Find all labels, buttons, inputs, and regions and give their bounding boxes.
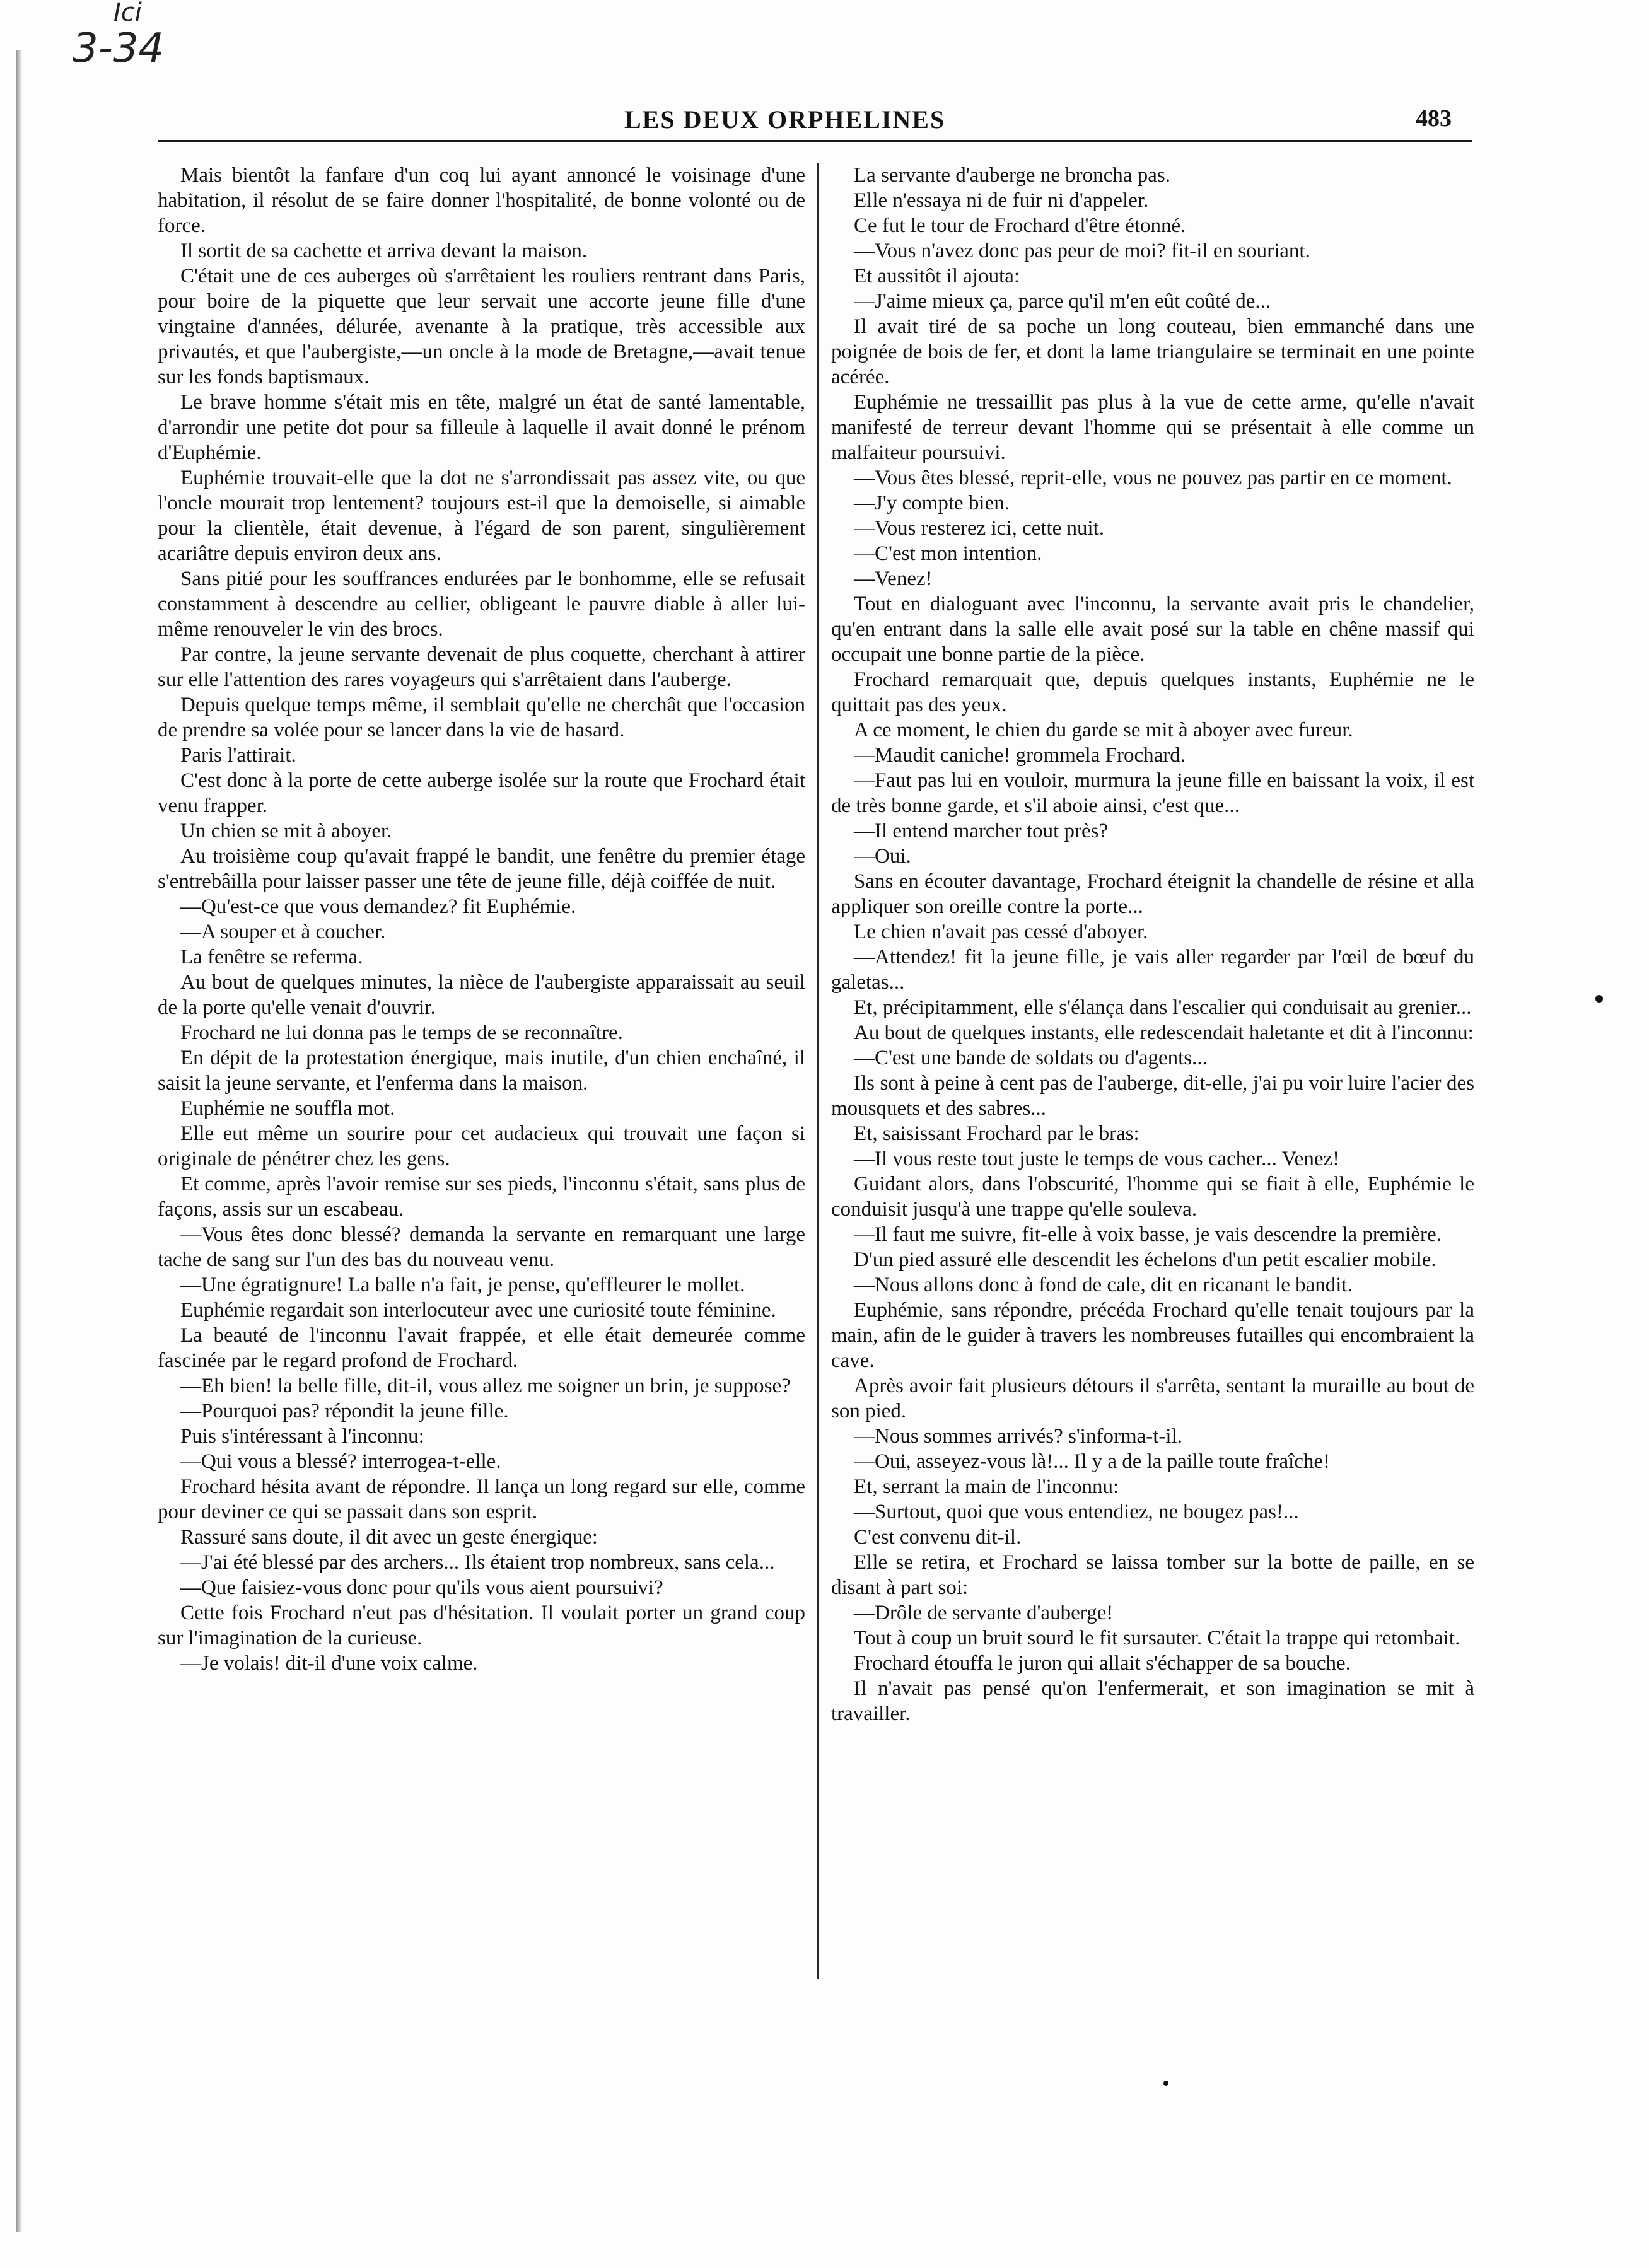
paragraph: Frochard ne lui donna pas le temps de se reconnaître. — [180, 1021, 623, 1044]
handwritten-note: 3-34 — [73, 25, 165, 72]
paragraph: —Vous n'avez donc pas peur de moi? fit-il en souriant. — [854, 240, 1310, 262]
paragraph: Le brave homme s'était mis en tête, malgré un état de santé lamentable, d'arrondir une petite dot pour sa filleule à laquelle il avait donné le prénom d'Euphémie. — [158, 391, 805, 464]
paragraph: Frochard hésita avant de répondre. Il lança un long regard sur elle, comme pour deviner ce qui se passait dans son esprit. — [158, 1475, 805, 1523]
paragraph: —Maudit caniche! grommela Frochard. — [854, 744, 1186, 767]
paragraph: —J'ai été blessé par des archers... Ils étaient trop nombreux, sans cela... — [180, 1551, 775, 1574]
handwritten-mark: Ici — [114, 0, 142, 27]
paragraph: Un chien se mit à aboyer. — [180, 820, 392, 842]
paragraph: —Vous êtes donc blessé? demanda la servante en remarquant une large tache de sang sur l'un des bas du nouveau venu. — [158, 1223, 805, 1271]
paragraph: —Pourquoi pas? répondit la jeune fille. — [180, 1400, 509, 1422]
paragraph: Euphémie ne souffla mot. — [180, 1097, 395, 1120]
paragraph: Guidant alors, dans l'obscurité, l'homme qui se fiait à elle, Euphémie le conduisit jusqu'à une trappe qu'elle souleva. — [831, 1173, 1474, 1221]
paragraph: Euphémie ne tressaillit pas plus à la vue de cette arme, qu'elle n'avait manifesté de terreur devant l'homme qui se présentait à elle comme un malfaiteur poursuivi. — [831, 391, 1474, 464]
paragraph: —Vous resterez ici, cette nuit. — [854, 517, 1105, 540]
paragraph: —C'est mon intention. — [854, 542, 1042, 565]
paragraph: Puis s'intéressant à l'inconnu: — [180, 1425, 424, 1448]
paragraph: Rassuré sans doute, il dit avec un geste énergique: — [180, 1526, 598, 1549]
paragraph: Ce fut le tour de Frochard d'être étonné. — [854, 214, 1186, 237]
paragraph: Après avoir fait plusieurs détours il s'arrêta, sentant la muraille au bout de son pied. — [831, 1375, 1474, 1422]
paragraph: —Eh bien! la belle fille, dit-il, vous allez me soigner un brin, je suppose? — [180, 1375, 791, 1397]
paragraph: D'un pied assuré elle descendit les échelons d'un petit escalier mobile. — [854, 1248, 1436, 1271]
running-title: LES DEUX ORPHELINES — [624, 105, 946, 134]
paragraph: Sans pitié pour les souffrances endurées par le bonhomme, elle se refusait constamment à descendre au cellier, obligeant le pauvre diable à aller lui-même renouveler le vin des brocs. — [158, 567, 805, 641]
right-column — [831, 163, 1474, 1726]
paragraph: Par contre, la jeune servante devenait de plus coquette, cherchant à attirer sur elle l'attention des rares voyageurs qui s'arrêtaient dans l'auberge. — [158, 643, 805, 691]
paragraph: —Qu'est-ce que vous demandez? fit Euphémie. — [180, 895, 576, 918]
paragraph: Il sortit de sa cachette et arriva devant la maison. — [180, 240, 588, 262]
paragraph: Au bout de quelques instants, elle redescendait haletante et dit à l'inconnu: — [854, 1021, 1474, 1044]
paragraph: —Il faut me suivre, fit-elle à voix basse, je vais descendre la première. — [854, 1223, 1442, 1246]
paragraph: —Oui. — [854, 845, 911, 868]
paragraph: Et, saisissant Frochard par le bras: — [854, 1122, 1139, 1145]
paragraph: —Attendez! fit la jeune fille, je vais aller regarder par l'œil de bœuf du galetas... — [831, 946, 1474, 994]
paragraph: —Nous allons donc à fond de cale, dit en ricanant le bandit. — [854, 1274, 1353, 1296]
paragraph: —Qui vous a blessé? interrogea-t-elle. — [180, 1450, 501, 1473]
paragraph: Elle se retira, et Frochard se laissa tomber sur la botte de paille, en se disant à part soi: — [831, 1551, 1474, 1599]
paragraph: Tout en dialoguant avec l'inconnu, la servante avait pris le chandelier, qu'en entrant dans la salle elle avait posé sur la table en chêne massif qui occupait une bonne partie de la pièce. — [831, 593, 1474, 666]
paragraph: Euphémie, sans répondre, précéda Frochard qu'elle tenait toujours par la main, afin de le guider à travers les nombreuses futailles qui encombraient la cave. — [831, 1299, 1474, 1372]
paragraph: —Que faisiez-vous donc pour qu'ils vous aient poursuivi? — [180, 1576, 663, 1599]
paragraph: —J'y compte bien. — [854, 492, 1010, 515]
paragraph: Et, serrant la main de l'inconnu: — [854, 1475, 1119, 1498]
paragraph: La fenêtre se referma. — [180, 946, 363, 968]
paragraph: Au bout de quelques minutes, la nièce de l'aubergiste apparaissait au seuil de la porte qu'elle venait d'ouvrir. — [158, 971, 805, 1019]
paragraph: Et, précipitamment, elle s'élança dans l'escalier qui conduisait au grenier... — [854, 996, 1472, 1019]
paragraph: —Surtout, quoi que vous entendiez, ne bougez pas!... — [854, 1501, 1299, 1523]
paragraph: Frochard remarquait que, depuis quelques instants, Euphémie ne le quittait pas des yeux. — [831, 668, 1474, 716]
paragraph: Depuis quelque temps même, il semblait qu'elle ne cherchât que l'occasion de prendre sa volée pour se lancer dans la vie de hasard. — [158, 694, 805, 741]
paragraph: C'était une de ces auberges où s'arrêtaient les rouliers rentrant dans Paris, pour boire de la piquette que leur servait une accorte jeune fille d'une vingtaine d'années, délurée, avenante à la pratique, très accessible aux privautés, et que l'aubergiste,—un oncle à la mode de Bretagne,—avait tenue sur les fonds baptismaux. — [158, 265, 805, 388]
paragraph: —C'est une bande de soldats ou d'agents... — [854, 1047, 1208, 1069]
paragraph: —J'aime mieux ça, parce qu'il m'en eût coûté de... — [854, 290, 1271, 313]
paragraph: La servante d'auberge ne broncha pas. — [854, 164, 1170, 187]
paragraph: En dépit de la protestation énergique, mais inutile, d'un chien enchaîné, il saisit la jeune servante, et l'enferma dans la maison. — [158, 1047, 805, 1095]
header-rule — [158, 140, 1472, 142]
paragraph: Sans en écouter davantage, Frochard éteignit la chandelle de résine et alla appliquer son oreille contre la porte... — [831, 870, 1474, 918]
paragraph: Et comme, après l'avoir remise sur ses pieds, l'inconnu s'était, sans plus de façons, assis sur un escabeau. — [158, 1173, 805, 1221]
paragraph: Paris l'attirait. — [180, 744, 296, 767]
column-divider — [817, 163, 819, 1979]
paragraph: C'est convenu dit-il. — [854, 1526, 1022, 1549]
ink-speck — [1163, 2081, 1168, 2086]
paragraph: La beauté de l'inconnu l'avait frappée, et elle était demeurée comme fascinée par le regard profond de Frochard. — [158, 1324, 805, 1372]
ink-speck — [1595, 995, 1603, 1003]
paragraph: Au troisième coup qu'avait frappé le bandit, une fenêtre du premier étage s'entrebâilla pour laisser passer une tête de jeune fille, déjà coiffée de nuit. — [158, 845, 805, 893]
binding-edge — [16, 50, 22, 2232]
paragraph: —Une égratignure! La balle n'a fait, je pense, qu'effleurer le mollet. — [180, 1274, 745, 1296]
paragraph: A ce moment, le chien du garde se mit à aboyer avec fureur. — [854, 719, 1353, 741]
paragraph: —Vous êtes blessé, reprit-elle, vous ne pouvez pas partir en ce moment. — [854, 467, 1452, 489]
paragraph: Le chien n'avait pas cessé d'aboyer. — [854, 921, 1148, 943]
paragraph: —Il vous reste tout juste le temps de vous cacher... Venez! — [854, 1148, 1340, 1170]
paragraph: Tout à coup un bruit sourd le fit sursauter. C'était la trappe qui retombait. — [854, 1627, 1460, 1649]
paragraph: Euphémie regardait son interlocuteur avec une curiosité toute féminine. — [180, 1299, 776, 1322]
paragraph: —Drôle de servante d'auberge! — [854, 1602, 1114, 1624]
paragraph: C'est donc à la porte de cette auberge isolée sur la route que Frochard était venu frapper. — [158, 769, 805, 817]
page-header — [158, 105, 1482, 142]
paragraph: —Oui, asseyez-vous là!... Il y a de la paille toute fraîche! — [854, 1450, 1331, 1473]
paragraph: Il n'avait pas pensé qu'on l'enfermerait, et son imagination se mit à travailler. — [831, 1677, 1474, 1725]
paragraph: Il avait tiré de sa poche un long couteau, bien emmanché dans une poignée de bois de fer, et dont la lame triangulaire se terminait en une pointe acérée. — [831, 315, 1474, 388]
paragraph: Frochard étouffa le juron qui allait s'échapper de sa bouche. — [854, 1652, 1351, 1675]
paragraph: —A souper et à coucher. — [180, 921, 386, 943]
paragraph: —Faut pas lui en vouloir, murmura la jeune fille en baissant la voix, il est de très bonne garde, et s'il aboie ainsi, c'est que... — [831, 769, 1474, 817]
paragraph: Elle eut même un sourire pour cet audacieux qui trouvait une façon si originale de pénétrer chez les gens. — [158, 1122, 805, 1170]
paragraph: Cette fois Frochard n'eut pas d'hésitation. Il voulait porter un grand coup sur l'imagination de la curieuse. — [158, 1602, 805, 1649]
paragraph: Ils sont à peine à cent pas de l'auberge, dit-elle, j'ai pu voir luire l'acier des mousquets et des sabres... — [831, 1072, 1474, 1120]
paragraph: —Je volais! dit-il d'une voix calme. — [180, 1652, 478, 1675]
paragraph: —Venez! — [854, 567, 933, 590]
paragraph: Elle n'essaya ni de fuir ni d'appeler. — [854, 189, 1149, 212]
left-column — [158, 163, 805, 1676]
paragraph: Et aussitôt il ajouta: — [854, 265, 1020, 288]
paragraph: —Nous sommes arrivés? s'informa-t-il. — [854, 1425, 1183, 1448]
paragraph: Euphémie trouvait-elle que la dot ne s'arrondissait pas assez vite, ou que l'oncle mourait trop lentement? toujours est-il que la demoiselle, si aimable pour la clientèle, était devenue, à l'égard de son parent, singulièrement acariâtre depuis environ deux ans. — [158, 467, 805, 565]
paragraph: Mais bientôt la fanfare d'un coq lui ayant annoncé le voisinage d'une habitation, il résolut de se faire donner l'hospitalité, de bonne volonté ou de force. — [158, 164, 805, 237]
paragraph: —Il entend marcher tout près? — [854, 820, 1109, 842]
page-number: 483 — [1416, 105, 1452, 132]
